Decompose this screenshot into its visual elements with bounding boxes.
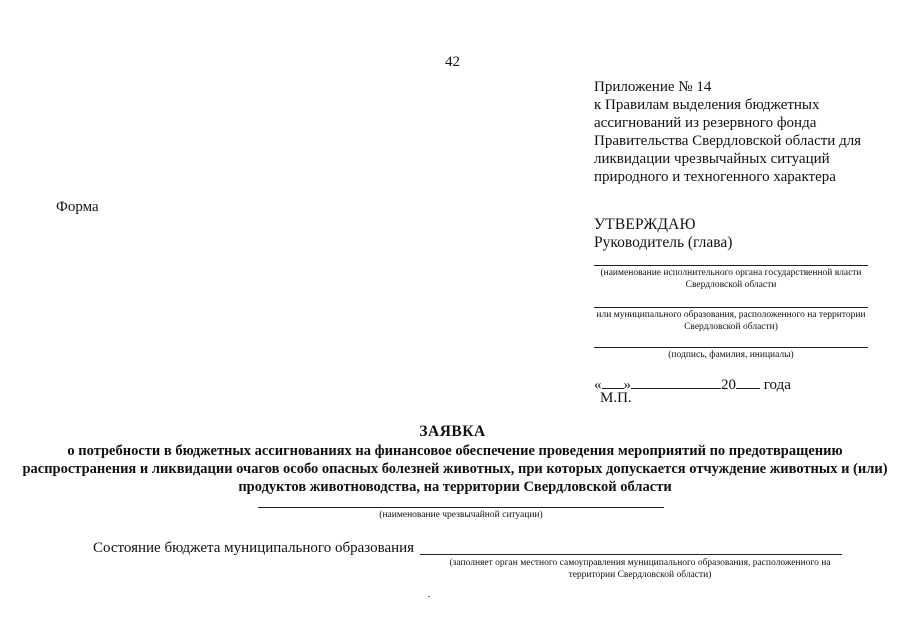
- appendix-line: ассигнований из резервного фонда: [594, 115, 817, 131]
- stamp-mark: М.П.: [600, 390, 632, 406]
- appendix-line: Приложение № 14: [594, 79, 712, 95]
- appendix-line: природного и техногенного характера: [594, 169, 836, 185]
- authority-name-caption: (наименование исполнительного органа государственной власти Свердловской области: [600, 268, 862, 290]
- municipality-name-caption: или муниципального образования, расположенного на территории Свердловской области): [596, 310, 866, 332]
- budget-state-label: Состояние бюджета муниципального образования: [93, 540, 415, 556]
- appendix-line: ликвидации чрезвычайных ситуаций: [594, 151, 830, 167]
- municipality-name-line: [594, 307, 868, 308]
- appendix-line: к Правилам выделения бюджетных: [594, 97, 820, 113]
- date-open-quote: «: [594, 377, 602, 393]
- signature-line: [594, 347, 868, 348]
- date-year-blank: [736, 374, 760, 389]
- document-subtitle: о потребности в бюджетных ассигнованиях на финансовое обеспечение проведения мероприятий по предотвращению распространения и ликвидации очагов особо опасных болезней животных, при которых допускается отчуждение животных и (или) продуктов животноводства, на территории Свердловской области: [22, 443, 888, 495]
- date-month-blank: [631, 374, 721, 389]
- date-year-suffix: года: [763, 377, 791, 393]
- document-title: ЗАЯВКА: [419, 423, 486, 440]
- date-year-prefix: 20: [721, 377, 736, 393]
- budget-state-caption: (заполняет орган местного самоуправления муниципального образования, расположенного на территории Свердловской области): [449, 558, 831, 580]
- signature-caption: (подпись, фамилия, инициалы): [668, 350, 794, 360]
- appendix-line: Правительства Свердловской области для: [594, 133, 862, 149]
- page-number: 42: [445, 54, 460, 70]
- approval-position: Руководитель (глава): [594, 234, 733, 251]
- emergency-name-line: [258, 507, 664, 508]
- approval-block: [594, 216, 732, 252]
- date-day-blank: [602, 374, 624, 389]
- authority-name-line: [594, 265, 868, 266]
- form-label: Форма: [56, 199, 99, 215]
- emergency-name-caption: (наименование чрезвычайной ситуации): [379, 510, 543, 520]
- approval-title: УТВЕРЖДАЮ: [594, 216, 696, 233]
- appendix-header: [594, 78, 894, 186]
- scan-speck: [428, 596, 430, 597]
- budget-state-line: [420, 554, 842, 555]
- date-close-quote: »: [623, 377, 631, 393]
